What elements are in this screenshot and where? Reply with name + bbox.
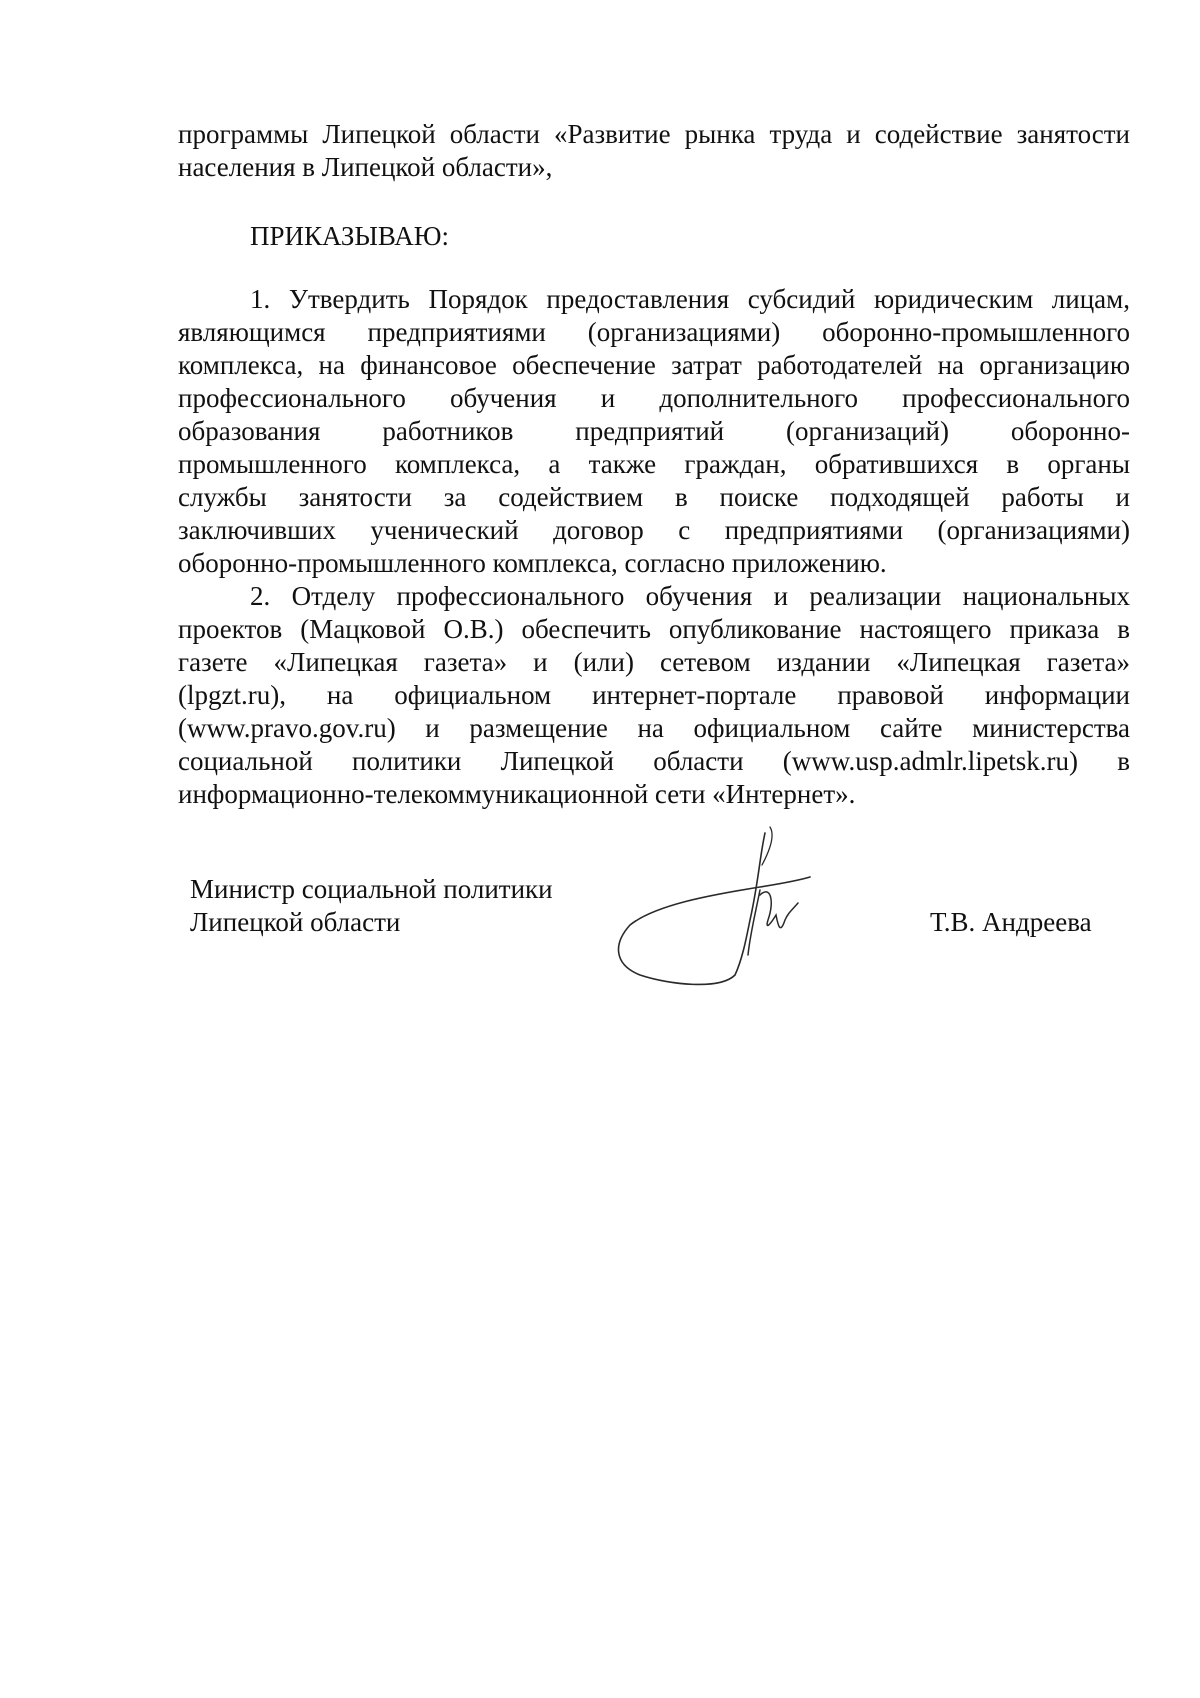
item1-line: комплекса, на финансовое обеспечение затрат работодателей на организацию <box>178 350 1130 380</box>
item1-line: профессионального обучения и дополнительного профессионального <box>178 383 1130 413</box>
position-line: Липецкой области <box>190 907 401 937</box>
item2-line: проектов (Мацковой О.В.) обеспечить опубликование настоящего приказа в <box>178 614 1130 644</box>
item2-line: 2. Отделу профессионального обучения и реализации национальных <box>250 581 1130 611</box>
signatory-position <box>190 873 553 939</box>
intro-line: населения в Липецкой области», <box>178 152 553 182</box>
item1-line: службы занятости за содействием в поиске подходящей работы и <box>178 482 1130 512</box>
intro-paragraph <box>178 118 1130 184</box>
intro-line: программы Липецкой области «Развитие рынка труда и содействие занятости <box>178 119 1130 149</box>
item1-line: заключивших ученический договор с предприятиями (организациями) <box>178 515 1130 545</box>
item1-line: 1. Утвердить Порядок предоставления субсидий юридическим лицам, <box>250 284 1130 314</box>
item1-line: образования работников предприятий (организаций) оборонно- <box>178 416 1130 446</box>
item2-line: (www.pravo.gov.ru) и размещение на официальном сайте министерства <box>178 713 1130 743</box>
item2-line: социальной политики Липецкой области (www.usp.admlr.lipetsk.ru) в <box>178 746 1130 776</box>
position-line: Министр социальной политики <box>190 874 553 904</box>
decree-heading: ПРИКАЗЫВАЮ: <box>250 221 449 251</box>
item1-line: являющимся предприятиями (организациями) оборонно-промышленного <box>178 317 1130 347</box>
item2-line: (lpgzt.ru), на официальном интернет-портале правовой информации <box>178 680 1130 710</box>
item1-line: оборонно-промышленного комплекса, согласно приложению. <box>178 548 887 578</box>
item2-line: информационно-телекоммуникационной сети «Интернет». <box>178 779 856 809</box>
item1-line: промышленного комплекса, а также граждан, обратившихся в органы <box>178 449 1130 479</box>
signatory-name: Т.В. Андреева <box>930 907 1092 937</box>
order-items <box>178 283 1130 811</box>
item2-line: газете «Липецкая газета» и (или) сетевом издании «Липецкая газета» <box>178 647 1130 677</box>
handwritten-signature <box>610 825 860 995</box>
